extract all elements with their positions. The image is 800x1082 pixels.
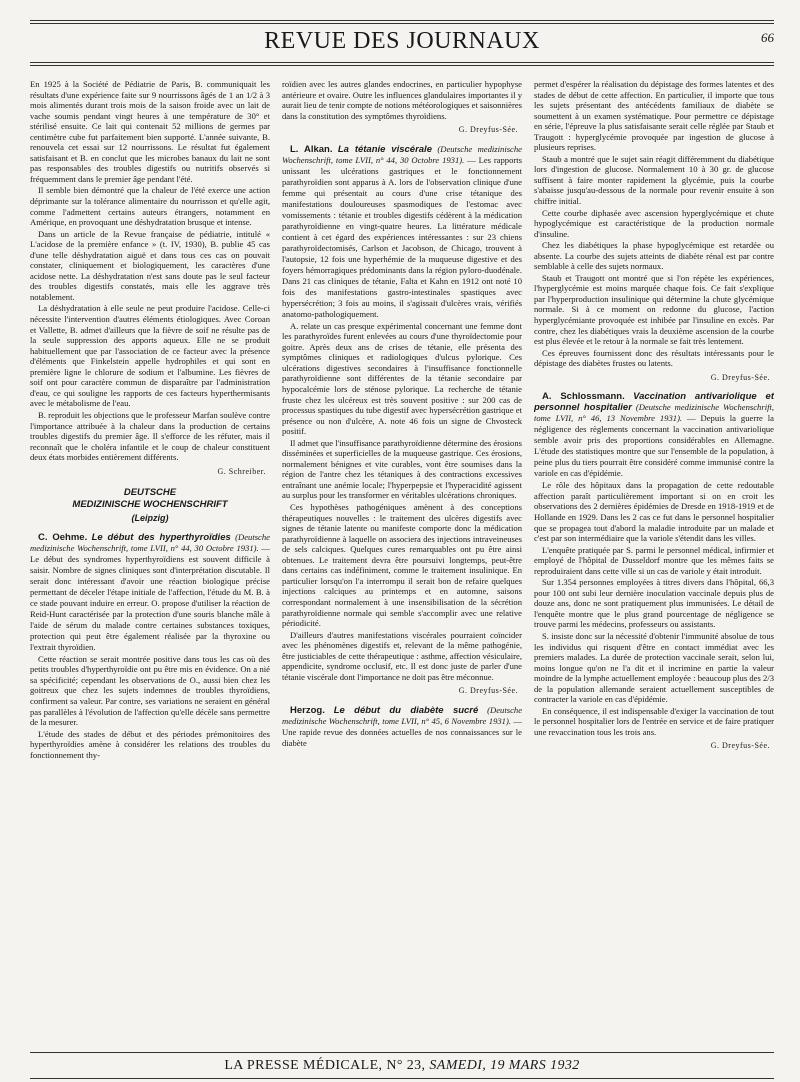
article-source: (Deutsche medizinische Wochenschrift, tome LVII, n° 45, 6 Novembre 1931). <box>282 704 522 726</box>
header-rule-bottom-2 <box>30 65 774 66</box>
footer-journal: LA PRESSE MÉDICALE, N° 23, <box>224 1058 426 1073</box>
page-number: 66 <box>761 30 774 45</box>
article-author: C. Oehme. <box>38 531 88 543</box>
paragraph: A. relate un cas presque expérimental concernant une femme dont les parathyroïdes furent enlevées au cours d'une thyroïdectomie pour goitre. Après deux ans de crises de tétanie, elle présenta des symptômes cliniques et radiologiques d'ulcus pylorique. Ces ulcérations digestives secondaires à l'insuffisance fonctionnelle parathyroïdienne sont différentes de la tétanie secondaire par hypocalcémie lors de sténose pylorique. La recherche de tétanie fruste chez les ulcéreux est très souvent positive : sur 200 cas de processus spastiques du tube digestif avec hypersécrétion gastrique et présence ou non d'ulcère, A. note 46 fois un signe de Chvosteck positif. <box>282 320 522 437</box>
paragraph: Cette réaction se serait montrée positive dans tous les cas où des petits troubles d'hyperthyroïdie ont pu être mis en évidence. On a nié sa spécificité; cependant les observations de O., aussi bien chez les goitreux que chez les sujets indemnes de troubles thyroïdiens, confirment sa valeur. Par contre, ses variations ne seraient en général pas parallèles à l'évolution de l'affection qu'elle décèle sans permettre de la mesurer. <box>30 653 270 728</box>
header-rule-top-2 <box>30 23 774 24</box>
paragraph: S. insiste donc sur la nécessité d'obtenir l'immunité absolue de tous les individus qui risquent d'être en contact immédiat avec les premiers malades. La durée de protection vaccinale serait, selon lui, moins longue qu'on ne l'a dit et il incrimine en partie la valeur moindre de la lymphe actuellement employée : beaucoup plus des 2/3 de la population allemande seraient actuellement susceptibles de contracter la variole en cas d'épidémie. <box>534 630 774 705</box>
paragraph: B. reproduit les objections que le professeur Marfan soulève contre l'importance attribuée à la chaleur dans la production de certains troubles digestifs du premier âge. Il s'efforce de les réfuter, mais il reconnaît que le choléra infantile et le coup de chaleur constituent deux états morbides entièrement différents. <box>30 409 270 463</box>
article-head <box>30 532 270 653</box>
running-title: REVUE DES JOURNAUX <box>264 28 540 54</box>
article-title: Le début des hyperthyroïdies <box>91 531 231 543</box>
paragraph: Staub et Traugott ont montré que si l'on répète les expériences, l'hyperglycémie est moins marquée chaque fois. Ce fait s'explique par l'hyperproduction insulinique qui détermine la chute glycémique normale. Si à ce moment on redonne du glucose, l'action hyperglycémiante provoquée est inhibée par l'insuline en excès. Par contre, chez les diabétiques vrais la deuxième ascension de la courbe est plus élevée et le retour à la normale se fait très lentement. <box>534 272 774 347</box>
article-title: La tétanie viscérale <box>337 143 432 155</box>
paragraph: roïdien avec les autres glandes endocrines, en particulier hypophyse antérieure et ovaire. Outre les influences glandulaires importantes il y aurait lieu de tenir compte de notions météorologiques et saisonnières dans la constitution des symptômes thyroïdiens. <box>282 79 522 121</box>
column-2 <box>282 79 522 1051</box>
article-text: — Depuis la guerre la négligence des règlements concernant la vaccination antivariolique semble avoir pris des proportions considérables en Allemagne. L'étude des statistiques montre que sur l'ensemble de la population, à peine plus du tiers pourrait être considéré comme immunisé contre la variole en cas d'épidémie. <box>534 413 774 479</box>
paragraph: Le rôle des hôpitaux dans la propagation de cette redoutable affection paraît particulièrement important si on en croit les observations des 2 dernières épidémies de Dresde en 1918-1919 et de Hollande en 1929. Dans les 2 cas ce fut dans le personnel hospitalier que se propagea tout d'abord la maladie introduite par un malade et c'est par son intermédiaire que la variole s'étendit dans les villes. <box>534 480 774 544</box>
header-rule-bottom <box>30 62 774 63</box>
signature: G. Dreyfus-Sée. <box>710 372 770 382</box>
paragraph: L'enquête pratiquée par S. parmi le personnel médical, infirmier et employé de l'hôpital de Dusseldorf montre que les mêmes faits se reproduiraient dans cette ville si un cas de variole y était introduit. <box>534 544 774 576</box>
article-title: Le début du diabète sucré <box>333 704 479 716</box>
paragraph: Il semble bien démontré que la chaleur de l'été exerce une action déprimante sur la tolérance alimentaire du nourrisson et qu'elle agit, comme l'admettent certains auteurs étrangers, notamment en Amérique, en provoquant une déshydratation brusque et intense. <box>30 185 270 228</box>
footer-line <box>30 1058 774 1074</box>
paragraph: La déshydratation à elle seule ne peut produire l'acidose. Celle-ci nécessite l'intervention d'autres éléments étiologiques. Avec Coroan et Vallette, B. admet d'ailleurs que la fièvre de soif ne résulte pas de la seule suppression des apports aqueux. Elle ne se produit habituellement que par l'association de ce facteur avec la présence d'éléments que Finkelstein appelle hydrophiles et qui sont en première ligne le chlorure de sodium et l'albumine. Les fièvres de soif ont pour caractère commun de disparaître par l'administration d'eau, ce qui souligne les rapports de ces facteurs hyperthermisants avec le métabolisme de l'eau. <box>30 303 270 409</box>
paragraph: permet d'espérer la réalisation du dépistage des formes latentes et des stades de début de cette affection. En particulier, il importe que tous les sujets présentant des antécédents familiaux de diabète se soumettent à un examen systématique. Pour permettre ce dépistage en série, l'épreuve la plus satisfaisante serait celle réglée par Staub et Traugott : hyperglycémie provoquée par ingestion de glucose à plusieurs reprises. <box>534 79 774 153</box>
text-columns <box>30 79 774 1051</box>
signature: G. Dreyfus-Sée. <box>458 125 518 135</box>
paragraph: D'ailleurs d'autres manifestations viscérales pourraient coïncider avec les phénomènes digestifs et, relevant de la même pathogénie, être justiciables de cette thérapeutique : asthme, affection vésiculaire, appendicite, syndrome occlusif, etc. Il est donc juste de parler d'une tétanie viscérale dont l'importance ne doit pas être méconnue. <box>282 629 522 682</box>
article-author: A. Schlossmann. <box>542 391 625 403</box>
article-head <box>282 705 522 749</box>
column-3 <box>534 79 774 1051</box>
page-header <box>30 26 774 60</box>
journal-heading-2: MEDIZINISCHE WOCHENSCHRIFT <box>72 499 228 511</box>
paragraph: Sur 1.354 personnes employées à titres divers dans l'hôpital, 66,3 pour 100 ont subi leur dernière inoculation vaccinale depuis plus de douze ans, donc ne sont pratiquement plus immunisées. Le détail de l'enquête montre que le plus grand pourcentage de négligence se trouve parmi les médecins, professeurs ou assistants. <box>534 577 774 630</box>
paragraph: Ces épreuves fournissent donc des résultats intéressants pour le dépistage des diabètes frustes ou latents. <box>534 347 774 369</box>
paragraph: En 1925 à la Société de Pédiatrie de Paris, B. communiquait les résultats d'une expérience faite sur 9 nourrissons âgés de 1 an 1/2 à 3 mois alimentés durant trois mois de la saison froide avec un lait de vache soumis pendant vingt heures à une température de 30° et stérilisé ensuite. Ce lait qui contenait 52 millions de germes par centimètre cube fut parfaitement bien supporté. L'année suivante, B. renouvela cet essai sur 12 nourrissons. Le résultat fut également satisfaisant et B. en conclut que les microbes banaux du lait ne sont pas responsables des troubles digestifs ou nutritifs observés si fréquemment dans le premier âge pendant l'été. <box>30 79 270 184</box>
page-footer <box>30 1053 774 1079</box>
paragraph: Staub a montré que le sujet sain réagit différemment du diabétique lors d'ingestion de glucose. Normalement 10 à 30 gr. de glucose suffisent à faire monter rapidement la glycémie, puis la courbe s'abaisse jusqu'au-dessous de la normale pour revenir ensuite à son chiffre initial. <box>534 153 774 207</box>
column-1 <box>30 79 270 1051</box>
article-head <box>282 144 522 320</box>
paragraph: Ces hypothèses pathogéniques amènent à des conceptions thérapeutiques nouvelles : le traitement des ulcères digestifs avec signes de tétanie latente ou manifeste comporte donc la médication parathyroïdienne à laquelle on associera des injections intraveineuses de sels calciques. Quelques cures remarquables ont pu être ainsi obtenues. Le traitement devra être poursuivi longtemps, peut-être dans certains cas indéfiniment, comme le traitement insulinique. En particulier lorsqu'on l'a interrompu il serait bon de refaire quelques injections calciques au printemps et en automne, saisons correspondant normalement à une insensibilisation de la sécrétion parathyroïdienne normale qui semble s'accomplir avec une relative périodicité. <box>282 502 522 629</box>
article-author: L. Alkan. <box>290 143 333 155</box>
article-text: — Une rapide revue des données actuelles de nos connaissances sur le diabète <box>282 715 522 748</box>
paragraph: Cette courbe diphasée avec ascension hyperglycémique et chute hypoglycémique est caractéristique de la production normale d'insuline. <box>534 207 774 239</box>
article-text: — Les rapports unissant les ulcérations gastriques et le fonctionnement parathyroïdien sont apparus à A. lors de l'observation clinique d'une femme qui présentait au cours d'une crise tétanique des manifestations douloureuses spasmodiques de l'estomac avec vomissements : tétanie et troubles digestifs cédèrent à la médication parathyroïdienne en vingt-quatre heures. La littérature médicale contient à cet égard des expériences intéressantes : sur 23 chiens parathyroïdectomisés, Carlson et Jacobson, de Chicago, trouvent à l'autopsie, 12 fois une hyperhémie de la muqueuse digestive et des foyers hémorragiques prédominants dans la région pyloro-duodénale. Dans 21 cas cliniques de tétanie, Falta et Kahn en 1912 ont noté 10 fois des manifestations gastro-intestinales spastiques avec hypersécrétion; 3 fois au moins, il s'agissait d'ulcères vrais, vérifiés anatomo-pathologiquement. <box>282 154 522 319</box>
article-text: — Le début des syndromes hyperthyroïdiens est souvent difficile à saisir. Nombre de signes cliniques sont d'interprétation discutable. Il serait donc intéressant d'avoir une réaction biologique précise permettant de déceler l'étape initiale de l'affection, l'étude du M. B. à ce stade pouvant induire en erreur. O. propose d'utiliser la réaction de Reid-Hunt caractérisée par la protection d'une souris blanche mâle à l'aide de sérum du malade contre certaines substances toxiques, protection qui peut être également réalisée par la thyroxine ou l'extrait thyroïdien. <box>30 542 270 652</box>
article-source: (Deutsche medizinische Wochenschrift, tome LVII, n° 46, 13 Novembre 1931). <box>534 402 774 424</box>
paragraph: L'étude des stades de début et des périodes prémonitoires des hyperthyroïdies amène à considérer les relations des troubles du fonctionnement thy- <box>30 728 270 760</box>
article-source: (Deutsche medizinische Wochenschrift, tome LVII, n° 44, 30 Octobre 1931). <box>30 531 270 553</box>
journal-city: (Leipzig) <box>131 513 169 524</box>
footer-rule-bottom <box>30 1078 774 1079</box>
signature: G. Dreyfus-Sée. <box>458 686 518 696</box>
article-source: (Deutsche medizinische Wochenschrift, tome LVII, n° 44, 30 Octobre 1931). <box>282 143 522 165</box>
paragraph: En conséquence, il est indispensable d'exiger la vaccination de tout le personnel hospitalier lors de l'entrée en service et de faire pratiquer une revaccination tous les trois ans. <box>534 705 774 737</box>
footer-date: SAMEDI, 19 MARS 1932 <box>429 1058 580 1073</box>
paragraph: Chez les diabétiques la phase hypoglycémique est retardée ou absente. La courbe des sujets atteints de diabète rénal est par contre semblable à celle des sujets normaux. <box>534 240 774 272</box>
article-title: Vaccination antivariolique et personnel hospitalier <box>534 391 774 414</box>
paragraph: Il admet que l'insuffisance parathyroïdienne détermine des érosions disséminées et superficielles de la muqueuse gastrique. Ces érosions, normalement bénignes et vite curables, vont être soumises dans la région de l'antre chez les tétaniques à des contractions excessives entraînant une anémie locale; l'hyperpepsie et l'hyperacidité agissent au surplus pour les transformer en véritables ulcérations chroniques. <box>282 437 522 501</box>
signature: G. Schreiber. <box>217 466 266 476</box>
article-author: Herzog. <box>290 704 325 716</box>
signature: G. Dreyfus-Sée. <box>710 741 770 751</box>
article-head <box>534 391 774 479</box>
paragraph: Dans un article de la Revue française de pédiatrie, intitulé « L'acidose de la première enfance » (t. IV, 1930), B. publie 45 cas d'une telle déshydratation aiguë et dans tous ces cas on pouvait constater, cliniquement et biologiquement, les caractères d'une acidose nette. La déshydratation n'est sans doute pas le seul facteur des troubles digestifs constatés, mais elle les aggrave très notablement. <box>30 228 270 302</box>
header-rule-top <box>30 20 774 21</box>
journal-heading: DEUTSCHE <box>123 487 177 499</box>
